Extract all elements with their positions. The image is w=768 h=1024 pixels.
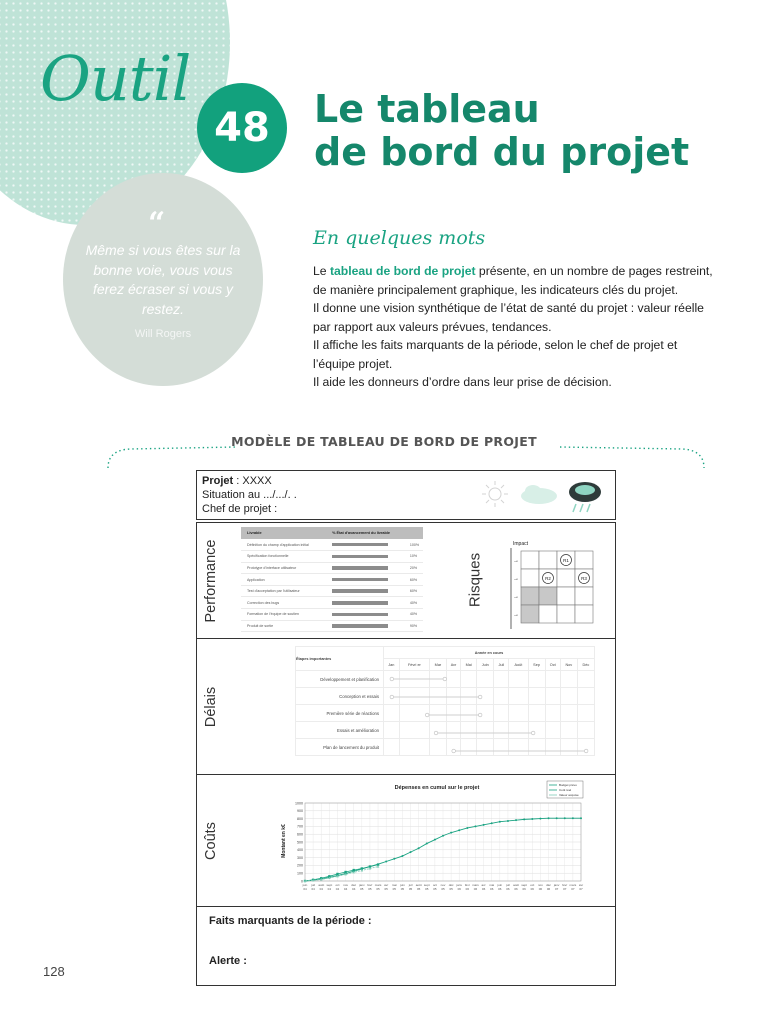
gantt-cell bbox=[494, 671, 509, 688]
gantt-cell bbox=[430, 688, 447, 705]
perf-bar-cell bbox=[326, 620, 404, 632]
gantt-cell bbox=[446, 722, 461, 739]
perf-progress-bar bbox=[332, 543, 388, 547]
perf-pct: 40% bbox=[404, 597, 423, 609]
y-tick-label: 0 bbox=[301, 879, 303, 884]
perf-row bbox=[241, 562, 423, 574]
perf-bar-cell bbox=[326, 585, 404, 597]
x-tick-label: août 04 bbox=[318, 883, 325, 891]
gantt-table bbox=[295, 646, 595, 756]
data-point bbox=[499, 821, 501, 823]
gantt-month: Avr bbox=[446, 659, 461, 671]
perf-deliverable: Produit de sortie bbox=[241, 620, 326, 632]
data-point bbox=[483, 824, 485, 826]
gantt-cell bbox=[528, 705, 545, 722]
project-info-box bbox=[196, 470, 616, 520]
legend-label: Coût réel bbox=[559, 788, 572, 793]
perf-pct: 60% bbox=[404, 574, 423, 586]
gantt-task: Conception et essais bbox=[296, 688, 384, 705]
x-tick-label: déc 04 bbox=[351, 883, 357, 891]
perf-pct: 20% bbox=[404, 562, 423, 574]
data-point bbox=[393, 858, 395, 860]
data-point bbox=[385, 861, 387, 863]
gantt-cell bbox=[528, 739, 545, 756]
gantt-row bbox=[296, 722, 595, 739]
gantt-cell bbox=[509, 705, 528, 722]
gantt-cell bbox=[399, 671, 429, 688]
x-tick-label: juil 05 bbox=[408, 883, 413, 891]
x-tick-label: août 06 bbox=[513, 883, 519, 891]
gantt-cell bbox=[577, 722, 594, 739]
title-line-1: Le tableau bbox=[314, 87, 540, 131]
x-tick-label: avr 07 bbox=[578, 883, 584, 891]
gantt-month: Mar bbox=[430, 659, 447, 671]
risk-marker-label: R3 bbox=[581, 575, 587, 581]
x-tick-label: juin 06 bbox=[497, 883, 503, 891]
risk-cell bbox=[521, 605, 539, 623]
perf-row bbox=[241, 574, 423, 586]
x-tick-label: déc 05 bbox=[448, 883, 454, 891]
section-heading: En quelques mots bbox=[313, 227, 486, 249]
x-tick-label: nov 06 bbox=[537, 883, 543, 891]
perf-progress-bar bbox=[332, 555, 388, 559]
data-point bbox=[336, 873, 338, 875]
risk-arrow: → bbox=[513, 576, 519, 582]
delais-section bbox=[197, 639, 615, 775]
gantt-cell bbox=[494, 688, 509, 705]
perf-progress-bar bbox=[332, 589, 388, 593]
data-point bbox=[523, 818, 525, 820]
quote-text: Même si vous êtes sur la bonne voie, vous vous ferez écraser si vous y restez. bbox=[85, 242, 241, 317]
gantt-cell bbox=[577, 671, 594, 688]
dashboard-sections bbox=[196, 522, 616, 986]
gantt-cell bbox=[430, 722, 447, 739]
gantt-cell bbox=[560, 671, 577, 688]
x-tick-label: avr 06 bbox=[481, 883, 486, 891]
data-point bbox=[344, 871, 346, 873]
perf-col-pct: % État d'avancement du livrable bbox=[326, 527, 423, 539]
x-tick-label: janv 06 bbox=[456, 883, 462, 891]
gantt-cell bbox=[509, 671, 528, 688]
y-tick-label: 1000 bbox=[295, 801, 303, 806]
gantt-month: Juin bbox=[476, 659, 494, 671]
perf-row bbox=[241, 609, 423, 621]
gantt-cell bbox=[446, 739, 461, 756]
gantt-cell bbox=[430, 705, 447, 722]
storm-icon bbox=[569, 482, 601, 514]
gantt-cell bbox=[476, 739, 494, 756]
couts-label: Coûts bbox=[203, 821, 219, 860]
dashboard-template bbox=[196, 470, 616, 986]
perf-bar-cell bbox=[326, 609, 404, 621]
y-tick-label: 600 bbox=[297, 832, 303, 837]
chef-line: Chef de projet : bbox=[202, 503, 278, 515]
page-number: 128 bbox=[43, 964, 65, 979]
perf-deliverable: Spécification fonctionnelle bbox=[241, 551, 326, 563]
intro-paragraph-2: Il donne une vision synthétique de l’état de santé du projet : valeur réelle par rapport aux valeurs prévues, tendances. bbox=[313, 301, 704, 334]
gantt-cell bbox=[430, 739, 447, 756]
y-tick-label: 800 bbox=[297, 816, 303, 821]
perf-deliverable: Correction des bugs bbox=[241, 597, 326, 609]
gantt-cell bbox=[446, 705, 461, 722]
intro-p1-prefix: Le bbox=[313, 264, 330, 278]
x-tick-label: mai 06 bbox=[489, 883, 495, 891]
risk-cell bbox=[521, 569, 539, 587]
gantt-cell bbox=[461, 688, 477, 705]
data-point bbox=[556, 817, 558, 819]
x-tick-label: mars 06 bbox=[472, 883, 479, 891]
gantt-cell bbox=[494, 739, 509, 756]
perf-bar-cell bbox=[326, 597, 404, 609]
gantt-cell bbox=[509, 688, 528, 705]
outil-label: Outil bbox=[40, 42, 191, 115]
gantt-cell bbox=[399, 739, 429, 756]
gantt-cell bbox=[384, 705, 400, 722]
data-point bbox=[426, 843, 428, 845]
y-tick-label: 900 bbox=[297, 809, 303, 814]
gantt-cell bbox=[494, 705, 509, 722]
perf-row bbox=[241, 585, 423, 597]
risk-cell bbox=[521, 587, 539, 605]
data-point bbox=[580, 817, 582, 819]
cost-chart bbox=[277, 779, 597, 903]
x-tick-label: févr 06 bbox=[464, 883, 470, 891]
series-line bbox=[305, 867, 378, 881]
data-point bbox=[548, 817, 550, 819]
perf-row bbox=[241, 620, 423, 632]
gantt-cell bbox=[528, 688, 545, 705]
gantt-cell bbox=[577, 739, 594, 756]
x-tick-label: janv 07 bbox=[553, 883, 560, 891]
gantt-row bbox=[296, 705, 595, 722]
perf-bar-cell bbox=[326, 574, 404, 586]
gantt-cell bbox=[461, 739, 477, 756]
gantt-month: Oct bbox=[545, 659, 560, 671]
gantt-cell bbox=[560, 688, 577, 705]
gantt-cell bbox=[545, 705, 560, 722]
performance-table bbox=[241, 527, 423, 632]
intro-paragraph-4: Il aide les donneurs d’ordre dans leur prise de décision. bbox=[313, 375, 612, 389]
gantt-cell bbox=[384, 671, 400, 688]
faits-label: Faits marquants de la période : bbox=[209, 915, 372, 927]
gantt-cell bbox=[509, 722, 528, 739]
x-tick-label: oct 05 bbox=[432, 883, 437, 891]
gantt-cell bbox=[545, 722, 560, 739]
gantt-cell bbox=[399, 688, 429, 705]
risques-label: Risques bbox=[466, 552, 484, 608]
gantt-cell bbox=[461, 722, 477, 739]
performance-section bbox=[197, 523, 615, 639]
gantt-task: Plan de lancement du produit bbox=[296, 739, 384, 756]
x-tick-label: nov 05 bbox=[440, 883, 446, 891]
gantt-month: Mai bbox=[461, 659, 477, 671]
series-line bbox=[305, 865, 378, 881]
gantt-cell bbox=[384, 688, 400, 705]
perf-deliverable: Définition du champ d'application initial bbox=[241, 539, 326, 551]
gantt-month: Août bbox=[509, 659, 528, 671]
gantt-cell bbox=[399, 705, 429, 722]
model-title: MODÈLE DE TABLEAU DE BORD DE PROJET bbox=[231, 434, 537, 449]
data-point bbox=[353, 869, 355, 871]
alerte-label: Alerte : bbox=[209, 955, 247, 967]
risk-arrow: → bbox=[513, 558, 519, 564]
risk-marker-label: R1 bbox=[563, 557, 569, 563]
x-tick-label: sept 04 bbox=[326, 883, 333, 891]
risk-cell bbox=[557, 569, 575, 587]
x-tick-label: mai 05 bbox=[391, 883, 397, 891]
gantt-cell bbox=[384, 722, 400, 739]
perf-pct: 100% bbox=[404, 539, 423, 551]
y-tick-label: 300 bbox=[297, 855, 303, 860]
x-tick-label: août 05 bbox=[415, 883, 422, 891]
legend-label: Valeur acquise bbox=[559, 793, 579, 798]
gantt-cell bbox=[476, 705, 494, 722]
delais-label: Délais bbox=[203, 686, 219, 727]
gantt-cell bbox=[577, 705, 594, 722]
risk-cell bbox=[539, 551, 557, 569]
data-point bbox=[442, 835, 444, 837]
y-tick-label: 100 bbox=[297, 871, 303, 876]
x-tick-label: juil 06 bbox=[506, 883, 510, 891]
perf-pct: 10% bbox=[404, 551, 423, 563]
risk-cell bbox=[539, 587, 557, 605]
x-tick-label: juin 04 bbox=[302, 883, 308, 891]
gantt-month: Févri er bbox=[399, 659, 429, 671]
risk-cell bbox=[575, 587, 593, 605]
perf-row bbox=[241, 539, 423, 551]
chart-legend bbox=[547, 781, 583, 798]
x-tick-label: oct 04 bbox=[335, 883, 340, 891]
perf-bar-cell bbox=[326, 551, 404, 563]
chart-title: Dépenses en cumul sur le projet bbox=[394, 785, 480, 791]
risk-cell bbox=[575, 551, 593, 569]
perf-progress-bar bbox=[332, 624, 388, 628]
gantt-task: Essais et amélioration bbox=[296, 722, 384, 739]
x-tick-label: avr 05 bbox=[384, 883, 389, 891]
perf-pct: 40% bbox=[404, 609, 423, 621]
project-value: : XXXX bbox=[233, 475, 272, 487]
x-tick-label: mars 07 bbox=[569, 883, 577, 891]
data-point bbox=[410, 851, 412, 853]
data-point bbox=[515, 819, 517, 821]
x-tick-label: janv 05 bbox=[359, 883, 365, 891]
data-point bbox=[507, 820, 509, 822]
title-line-2: de bord du projet bbox=[314, 130, 690, 174]
gantt-month: Sep bbox=[528, 659, 545, 671]
gantt-row bbox=[296, 739, 595, 756]
perf-bar-cell bbox=[326, 562, 404, 574]
x-tick-label: juin 05 bbox=[400, 883, 405, 891]
gantt-year-header: Année en cours bbox=[384, 647, 595, 659]
y-tick-label: 200 bbox=[297, 863, 303, 868]
y-tick-label: 400 bbox=[297, 848, 303, 853]
gantt-cell bbox=[560, 739, 577, 756]
gantt-cell bbox=[545, 739, 560, 756]
situation-line: Situation au .../.../. . bbox=[202, 489, 297, 501]
perf-progress-bar bbox=[332, 601, 388, 605]
gantt-cell bbox=[509, 739, 528, 756]
gantt-cell bbox=[461, 671, 477, 688]
gantt-month: Jan bbox=[384, 659, 400, 671]
data-point bbox=[572, 817, 574, 819]
perf-row bbox=[241, 551, 423, 563]
x-tick-label: déc 06 bbox=[546, 883, 551, 891]
intro-p1-rest: présente, en un nombre de pages restreint, de manière principalement graphique, les indicateurs clés du projet. bbox=[313, 264, 713, 297]
chart-ylabel: Montant en k€ bbox=[281, 824, 287, 858]
gantt-cell bbox=[476, 671, 494, 688]
data-point bbox=[531, 818, 533, 820]
data-point bbox=[450, 832, 452, 834]
perf-pct: 60% bbox=[404, 585, 423, 597]
project-label: Projet bbox=[202, 475, 234, 487]
legend-label: Budget prévu bbox=[559, 783, 577, 788]
perf-bar-cell bbox=[326, 539, 404, 551]
data-point bbox=[458, 829, 460, 831]
perf-deliverable: Test d'acceptation par l'utilisateur bbox=[241, 585, 326, 597]
gantt-task: Première série de réactions bbox=[296, 705, 384, 722]
faits-section bbox=[197, 907, 615, 985]
x-tick-label: févr 05 bbox=[367, 883, 373, 891]
perf-row bbox=[241, 597, 423, 609]
gantt-cell bbox=[528, 722, 545, 739]
gantt-row bbox=[296, 671, 595, 688]
gantt-cell bbox=[545, 671, 560, 688]
gantt-cell bbox=[560, 705, 577, 722]
risk-marker-label: R2 bbox=[545, 575, 551, 581]
data-point bbox=[418, 847, 420, 849]
gantt-cell bbox=[476, 688, 494, 705]
gantt-cell bbox=[384, 739, 400, 756]
data-point bbox=[474, 825, 476, 827]
intro-paragraph-3: Il affiche les faits marquants de la période, selon le chef de projet et l’équipe projet. bbox=[313, 338, 678, 371]
y-tick-label: 700 bbox=[297, 824, 303, 829]
x-tick-label: févr 07 bbox=[562, 883, 568, 891]
x-tick-label: nov 04 bbox=[343, 883, 349, 891]
gantt-month: Déc bbox=[577, 659, 594, 671]
gantt-cell bbox=[430, 671, 447, 688]
perf-deliverable: Prototype d'interface utilisateur bbox=[241, 562, 326, 574]
x-tick-label: oct 06 bbox=[530, 883, 535, 891]
sun-icon bbox=[482, 481, 508, 507]
risk-cell bbox=[539, 605, 557, 623]
gantt-cell bbox=[461, 705, 477, 722]
perf-progress-bar bbox=[332, 613, 388, 617]
risk-arrow: → bbox=[513, 594, 519, 600]
data-point bbox=[401, 855, 403, 857]
quote-mark-icon: “ bbox=[148, 206, 166, 241]
intro-highlight: tableau de bord de projet bbox=[329, 264, 476, 278]
gantt-cell bbox=[446, 671, 461, 688]
gantt-task: Développement et planification bbox=[296, 671, 384, 688]
risk-cell bbox=[557, 587, 575, 605]
gantt-month: Nov bbox=[560, 659, 577, 671]
gantt-row bbox=[296, 688, 595, 705]
risk-arrow: → bbox=[513, 612, 519, 618]
quote-author: Will Rogers bbox=[134, 328, 192, 340]
x-tick-label: mars 05 bbox=[374, 883, 382, 891]
gantt-steps-header: Étapes importantes bbox=[296, 647, 384, 671]
risk-cell bbox=[521, 551, 539, 569]
data-point bbox=[466, 827, 468, 829]
risk-cell bbox=[557, 605, 575, 623]
data-point bbox=[434, 839, 436, 841]
x-tick-label: sept 06 bbox=[521, 883, 528, 891]
data-point bbox=[564, 817, 566, 819]
tool-number-badge: 48 bbox=[197, 83, 287, 173]
data-point bbox=[491, 822, 493, 824]
perf-deliverable: Formation de l'équipe de soutien bbox=[241, 609, 326, 621]
gantt-cell bbox=[446, 688, 461, 705]
perf-pct: 90% bbox=[404, 620, 423, 632]
perf-deliverable: Application bbox=[241, 574, 326, 586]
gantt-cell bbox=[494, 722, 509, 739]
gantt-month: Juil bbox=[494, 659, 509, 671]
weather-icons bbox=[477, 476, 607, 516]
couts-section bbox=[197, 775, 615, 907]
performance-label: Performance bbox=[203, 538, 219, 623]
cloud-icon bbox=[521, 485, 557, 504]
gantt-cell bbox=[399, 722, 429, 739]
risk-matrix bbox=[497, 537, 607, 637]
impact-label: Impact bbox=[513, 541, 529, 547]
gantt-cell bbox=[577, 688, 594, 705]
gantt-cell bbox=[560, 722, 577, 739]
data-point bbox=[539, 818, 541, 820]
risk-cell bbox=[575, 605, 593, 623]
y-tick-label: 500 bbox=[297, 840, 303, 845]
gantt-cell bbox=[545, 688, 560, 705]
perf-progress-bar bbox=[332, 578, 388, 582]
gantt-cell bbox=[476, 722, 494, 739]
gantt-cell bbox=[528, 671, 545, 688]
x-tick-label: sept 05 bbox=[423, 883, 430, 891]
perf-progress-bar bbox=[332, 566, 388, 570]
perf-col-livrable: Livrable bbox=[241, 527, 326, 539]
x-tick-label: juil 04 bbox=[311, 883, 315, 891]
